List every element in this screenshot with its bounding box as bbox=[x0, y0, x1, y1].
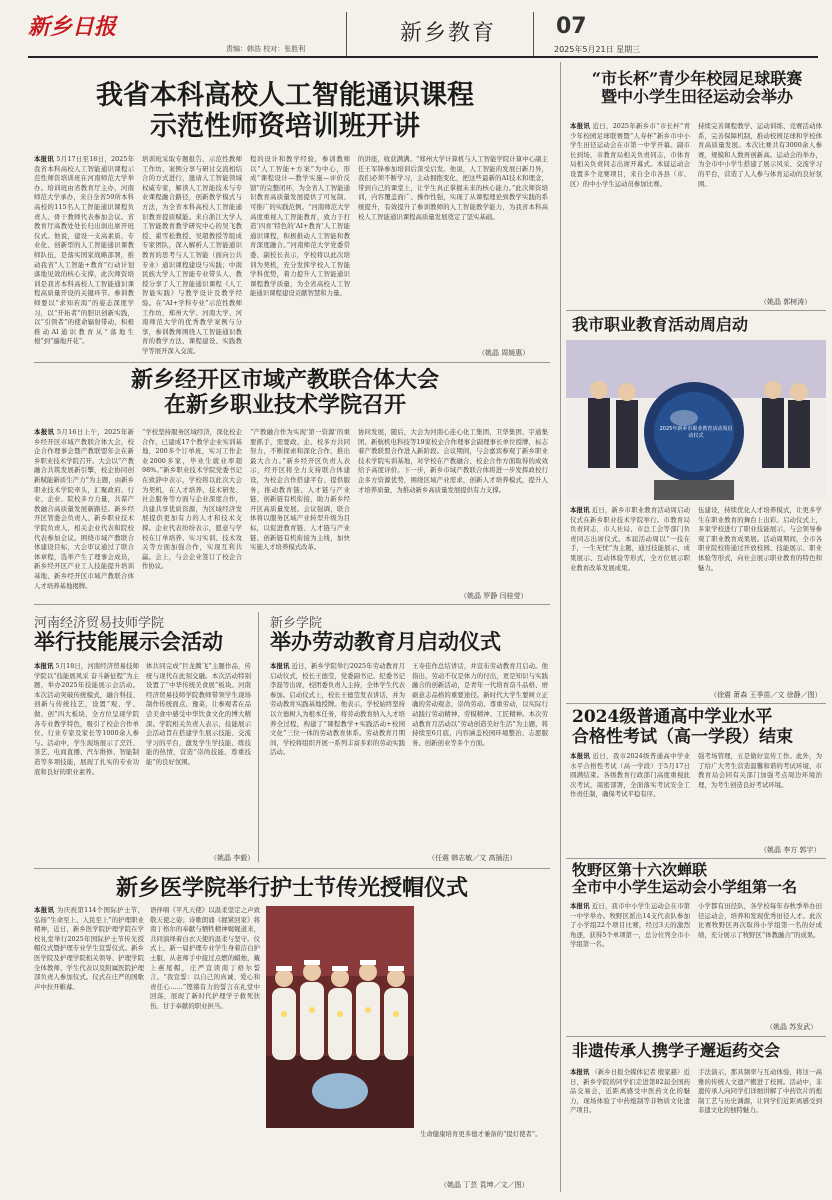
side5-column-1: 本报讯 （新乡日报全媒体记者 殷家慈）近日，新乡学院的同学们走进第82届全国药品交易会，近距离感受中医药文化的魅力，现场体验了中药炮制等非物质文化遗产项目。 bbox=[570, 1068, 690, 1115]
article3-column-1: 本报讯 5月18日，河南经济贸易技师学院以“技能展风采 奋斗新征程”为主题，举办2025年技能展示会活动。本次活动突破传统模式，融合科技、创新与传统技艺，设置“观、学、做、创”四大板块，全方位呈现学院各专业教学特色，吸引了校企合作单位、行业专家及家长等1000余人参与。活动中，学生现场展示了烹饪、茶艺、电商直播、汽车维修、智能制造等多项技能，展现了扎实的专业功底和良好的职业素养。 bbox=[34, 662, 140, 776]
article5-headline: 新乡医学院举行护士节传光授帽仪式 bbox=[115, 875, 468, 901]
section-title: 新乡教育 bbox=[400, 21, 497, 46]
article2-column-4: 协同发展，随后，大会为河南心连心化工集团、卫华集团、宇通集团、新航机电科技等19家校企合作理事会副理事长单位授牌，标志着产教联盟合作进入新阶段。会议期间，与会嘉宾参观了新乡职业技术学院实训基地，对学校在产教融合、校企合作方面取得的成效给予高度评价。下一步，新乡市域产教联合体将进一步发挥政校行企多方资源优势，围绕区域产业需求，创新人才培养模式，提升人才培养质量，为推动新乡高质量发展提供有力支撑。 bbox=[358, 428, 548, 494]
article2-column-2: “学校坚持服务区域经济，深化校企合作，已建成17个教学企业实训基地，200多个订单班，实习工作企业2000多家，毕业生就业率超98%。”新乡职业技术学院党委书记在致辞中表示，学校将以此次大会为契机，在人才培养、技术研发、社会服务等方面与企业深度合作，共建共享优质资源，为区域经济发展提供更加有力的人才和技术支撑。企业代表纷纷表示，愿意与学校在订单培养、实习实训、技术攻关等方面加强合作，实现互利共赢。会上，与会企业签订了校企合作协议。 bbox=[142, 428, 242, 571]
side3-column-2: 强考场管理，五是做好宣传工作。此外，为了给广大考生营造温馨和谐的考试环境，市教育局会同有关部门加强考点周边环境治理，为考生创造良好考试环境。 bbox=[698, 752, 822, 789]
divider bbox=[566, 703, 826, 704]
nursing-ceremony-photo bbox=[266, 906, 414, 1128]
article3-credit: （姚晶 李毅） bbox=[210, 854, 255, 862]
article4-column-2: 王寿佳作总结讲话，并宣布劳动教育月启动。他指出，劳动不仅是体力的付出，更是知识与实践融合的创新活动，是青年一代培育奋斗品格、磨砺意志品格的重要途径。新时代大学生要树立正确的劳动观念，崇尚劳动、尊重劳动，以实际行动践行劳动精神、劳模精神、工匠精神。本次劳动教育月活动以“劳动创造美好生活”为主题，将持续至6月底，内容涵盖校园环境整治、志愿服务、创新创业等多个方面。 bbox=[412, 662, 548, 747]
side2-column-1: 本报讯 近日，新乡市职业教育活动周启动仪式在新乡职业技术学院举行。市教育局负责同志，市人社局、市总工会等部门负责同志出席仪式。本届活动周以“一技在手，一生无忧”为主题，通过技能展示、成果展示、互动体验等形式，全方位展示职业教育改革发展成果。 bbox=[570, 506, 691, 572]
article1-headline: 我省本科高校人工智能通识课程 示范性师资培训班开讲 bbox=[96, 80, 474, 143]
vocational-week-photo bbox=[566, 340, 826, 500]
article1-column-3: 程的设计和教学经验，参训教师以“人工智能+方案”为中心，形成“课程设计—教学实施—评价反馈”的完整闭环，为全省人工智能通识教育高质量发展提供了可复制、可推广的实践范例。“河南师范大学高度重视人工智能教育，致力于打造‘四育’特色的‘AI+教育’人工智能通识课程，积极推动人工智能和教育深度融合。”河南师范大学党委常委、副校长表示，学校将以此次培训为契机，充分发挥学校人工智能学科优势，着力提升人工智能通识课程教学质量，为全省高校人工智能通识课程建设贡献智慧和力量。 bbox=[250, 155, 350, 298]
article2-credit: （姚晶 罗静 闫桂莹） bbox=[460, 592, 528, 600]
masthead-divider bbox=[346, 12, 347, 56]
vocational-week-illustration bbox=[566, 340, 826, 500]
side5-column-2: 手法演示，那具频率与互动体验，将这一高雅的传统人文遗产搬进了校园。活动中，非遗传承人向同学们详细讲解了中药饮片的炮制工艺与历史渊源，让同学们近距离感受到非遗文化的独特魅力。 bbox=[698, 1068, 822, 1115]
side3-column-1: 本报讯 近日，我市2024级普通高中学业水平合格性考试（高一学段）于5月17日圆满结束。各级教育行政部门高度重视此次考试，周密部署，全面落实考试安全工作责任制，确保考试平稳有序。 bbox=[570, 752, 690, 799]
article2-column-3: “产教融合作为实现‘第一资源’的重要抓手，需要政、企、校多方共同努力，不断探索和深化合作，推出最大合力。”新乡经开区负责人表示，经开区将全力支持联合体建设，为校企合作搭建平台、提供服务，推动教育链、人才链与产业链、创新链有机衔接，助力新乡经开区高质量发展。会议强调，联合体将以服务区域产业转型升级为目标，以促进教育链、人才链与产业链、创新链有机衔接为主线，加快实施人才培养模式改革。 bbox=[250, 428, 350, 552]
article2-column-1: 本报讯 5月16日上午，2025年新乡经开区市域产教联合体大会，校企合作理事会暨产教联盟年会在新乡职业技术学院召开。大会以“产教融合共筑发展新引擎，校企协同创新赋能新质生产力”为主题，由新乡职业技术学院牵头，汇聚政府、行业、企业、院校多方力量，共谋产教融合高质量发展新路径。新乡经开区管委会负责人、新乡职业技术学院负责人，相关企业代表和院校代表参加会议。围绕市域产教联合体建设目标，大会审议通过了联合体章程，选举产生了理事会成员，新乡经开区产业工人技能提升培训基地、新乡经开区市域产教联合体人才培养基地揭牌。 bbox=[34, 428, 134, 590]
article1-column-1: 本报讯 5月17日至18日，2025年我省本科高校人工智能通识课程示范性师资培训班在河南师范大学举办。培训班由省教育厅主办，河南师范大学承办，来自全省59所本科高校的115名人工智能通识课程负责人、骨干教师代表参加会议。省教育厅高教处处长归出润出席开班仪式。他说，建设一支高素质、专业化、创新型的人工智能通识课教师队伍，是落实国家战略部署，推动我省“人工智能+教育”行动计划落地见效的核心支撑，此次师资培训是我省本科高校人工智能通识课程高质量开设的关键环节。参训教师要以“求知若渴”的姿态深度学习，以“开拓者”的胆识创新实践，以“引领者”的使命辐射带动，积极推动AI通识教育从“落地生根”到“遍地开花”。 bbox=[34, 155, 134, 346]
side4-headline: 牧野区第十六次蝉联 全市中小学生运动会小学组第一名 bbox=[572, 861, 798, 897]
article3-kicker: 河南经济贸易技师学院 bbox=[34, 616, 165, 631]
divider bbox=[566, 1036, 826, 1037]
sidebar-divider bbox=[560, 62, 561, 1192]
side2-column-2: 伍建设，持续优化人才培养模式，让更多学生在职业教育的舞台上出彩。启动仪式上，多家学校进行了职业技能展示，与会领导参观了职业教育成果展。活动周期间，全市各职业院校将通过开放校园、技能展示、职业体验等形式，向社会展示职业教育的特色和魅力。 bbox=[698, 506, 822, 572]
side4-credit: （姚晶 苏发武） bbox=[766, 1023, 818, 1031]
article4-credit: （任震 韩志敏／文 高插法） bbox=[428, 854, 517, 862]
side3-credit: （姚晶 李方 郭宇） bbox=[760, 846, 821, 854]
article3-column-2: 体共同完成“巨龙腾飞”主题作品，传统与现代在此刻交融。本次活动特别设置了“中华传统美食展”板块。河南经济贸易技师学院教师带领学生现场制作传统面点、豫菜，让参观者在品尝美食中感受中华饮食文化的博大精深。学院相关负责人表示，技能展示会活动旨在搭建学生展示技能、交流学习的平台，激发学生学技能、练技能的热情，营造“崇尚技能、尊重技能”的良好氛围。 bbox=[146, 662, 251, 766]
article2-headline: 新乡经开区市域产教联合体大会 在新乡职业技术学院召开 bbox=[130, 367, 439, 419]
photo-caption: 2025年新乡市职业教育活动周启动仪式 bbox=[659, 426, 733, 439]
column-divider bbox=[258, 612, 259, 862]
masthead-rule bbox=[28, 56, 818, 58]
article4-headline: 举办劳动教育月启动仪式 bbox=[270, 629, 501, 654]
page-number: 07 bbox=[556, 14, 587, 39]
masthead-divider bbox=[533, 12, 534, 56]
side5-headline: 非遗传承人携学子邂逅药交会 bbox=[572, 1041, 781, 1060]
article1-credit: （姚晶 周媛惠） bbox=[478, 349, 530, 357]
divider bbox=[34, 362, 550, 363]
divider bbox=[34, 868, 550, 869]
side1-column-1: 本报讯 近日，2025年新乡市“市长杯”青少年校园足球联赛暨“人寿杯”新乡市中小学生田径运动会在市第一中学开幕。副市长到场，市教育局相关负责同志，市体育局相关负责同志出席开幕式。本届运动会设置多个竞赛项目，来自全市各县（市、区）的中小学生运动员参加比赛。 bbox=[570, 122, 690, 188]
article4-column-1: 本报讯 近日，新乡学院举行2025年劳动教育月启动仪式，校长王德莹，党委副书记、纪委书记李磊等出席，校团委负责人主持，全体学生代表参加。启动仪式上，校长王德莹发表讲话，并为劳动教育实践基地授牌。他表示，学校始终坚持以立德树人为根本任务，将劳动教育纳入人才培养全过程，构建了“课程教学+实践活动+校园文化”三位一体的劳动教育体系。劳动教育月期间，学校将组织开展一系列丰富多彩的劳动实践活动。 bbox=[270, 662, 405, 757]
article5-column-1: 本报讯 为庆祝第114个国际护士节，弘扬“生命至上、人民至上”的护理职业精神，近日，新乡医学院护理学院在学校礼堂举行2025年国际护士节传光授帽仪式暨护理专业学生宣誓仪式。新乡医学院及护理学院相关领导、护理学院全体教师、学生代表以及附属医院护理部负责人参加仪式。仪式在庄严的国歌声中拉开帷幕。 bbox=[34, 906, 144, 991]
side4-column-1: 本报讯 近日，我市中小学生运动会在市第一中学举办。牧野区派出14支代表队参加了小学组22个项目比赛，经过3天的激烈角逐，获得5个单项第一，总分位列全市小学组第一名。 bbox=[570, 902, 691, 949]
side1-column-2: 持续完善课程教学、运动训练、竞赛活动体系，完善保障机制，推动校园足球和学校体育高质量发展。本次比赛共有3000余人参赛，规模和人数再创新高。运动会的举办，为全市中小学生搭建了展示风采、交流学习的平台，营造了人人参与体育运动的良好氛围。 bbox=[698, 122, 822, 188]
newspaper-logo: 新乡日报 bbox=[28, 14, 117, 40]
issue-date: 2025年5月21日 星期三 bbox=[554, 45, 641, 54]
side3-headline: 2024级普通高中学业水平 合格性考试（高一学段）结束 bbox=[572, 707, 793, 747]
article4-kicker: 新乡学院 bbox=[270, 616, 323, 631]
editor-credit: 责编：韩浩 校对：张胜利 bbox=[226, 45, 306, 53]
article1-column-4: 的讲座，收获满满。“郑州大学计算机与人工智能学院计算中心副主任王军锋参加培训后深受启发。他说，人工智能的发展日新月异，我们必须不断学习，主动拥抱变化，把这些最新的AI技术和理念，带到自己的课堂上，让学生真正掌握未来的核心能力。”此次师资培训，内容覆盖面广、操作性强，实现了从课程理论到教学实践的系统提升，有效提升了参训教师的人工智能教学能力，为我省本科高校人工智能通识课程高质量发展奠定了坚实基础。 bbox=[358, 155, 548, 221]
side2-credit: （徐震 萧森 王季苗／文 徐静／图） bbox=[710, 691, 822, 699]
masthead bbox=[28, 8, 818, 64]
article5-credit: （姚晶 丁芸 袁坤／文／图） bbox=[440, 1181, 529, 1189]
article3-headline: 举行技能展示会活动 bbox=[34, 629, 223, 654]
side2-headline: 我市职业教育活动周启动 bbox=[572, 315, 749, 334]
article5-column-3: 生命健康培育更多德才兼备的“提灯使者”。 bbox=[420, 1130, 542, 1138]
nursing-ceremony-illustration bbox=[266, 906, 414, 1128]
article5-column-2: 语伴唱《平凡天使》以温柔坚定之声致敬天使之姿；诗歌朗诵《握紧回家》将南丁格尔的奉献与牺牲精神娓娓道来，共同演绎着白衣天使的温柔与坚守。仪式上，新一届护理专业学生身着洁白护士服，从老师手中接过点燃的蜡烛，戴上燕尾帽，庄严宣读南丁格尔誓言。“我宣誓：以自己的真诚、爱心和责任心……”铿锵有力的誓言在礼堂中回荡，展现了新时代护理学子救死扶伤、甘于奉献的职业担当。 bbox=[150, 906, 260, 1010]
side1-credit: （姚晶 郭树涛） bbox=[760, 298, 812, 306]
side1-headline: “市长杯”青少年校园足球联赛 暨中小学生田径运动会举办 bbox=[591, 69, 803, 107]
article1-column-2: 培训班采取专题报告、示范性教师工作坊、案例分享与研讨交流相结合的方式进行，邀请人工智能领域权威专家，解读人工智能技术与专业课程融合路径，创新教学模式与方法，为全省本科高校人工智能通识教育提质赋能。来自浙江大学人工智能教育教学研究中心的吴飞教授、翟雪松教授、吴超教授等组成专家团队，深入解析人工智能通识教育的思考与人工智能（面向公共专业）通识课程建设与实践；中南民族大学人工智能专业带头人、教授分享了人工智能通识课程《人工智能实践》与教学设计及教学经验。在“AI+学科专业”示范性教师工作坊，郑州大学、河南大学、河南师范大学的优秀教学案例与分享，参训教师围绕人工智能通识教育的教学方法、课程建设、实践教学等展开深入交流。 bbox=[142, 155, 242, 355]
divider bbox=[566, 310, 826, 311]
side4-column-2: 小学都有田径队，各学校每年春秋季举办田径运动会，培养和发现优秀田径人才。此次比赛牧野区再次取得小学组第一名的好成绩，充分展示了牧野区“体教融合”的成果。 bbox=[698, 902, 822, 939]
divider bbox=[566, 858, 826, 859]
divider bbox=[34, 604, 550, 605]
